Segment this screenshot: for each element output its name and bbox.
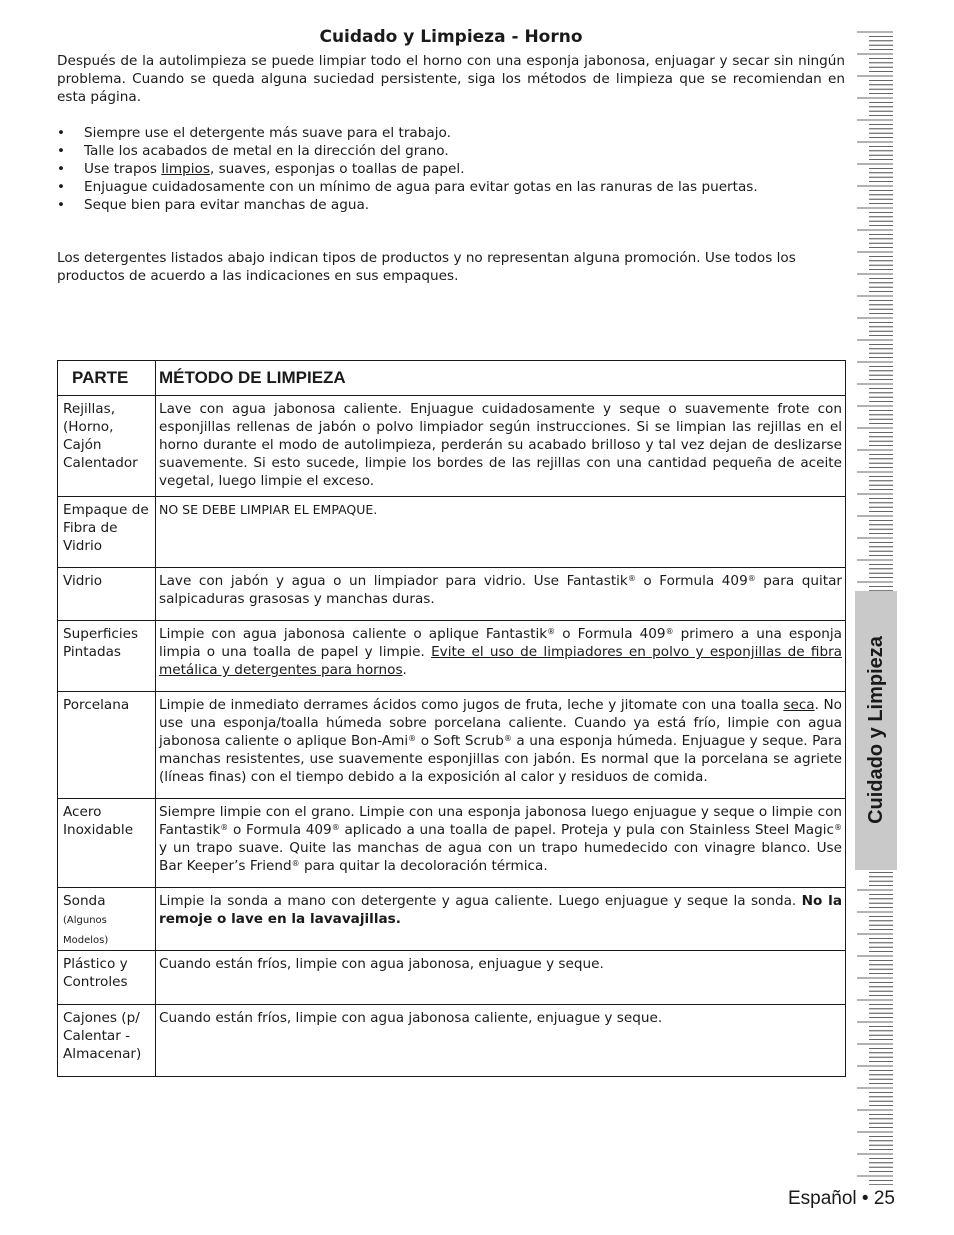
part-cell: Plástico y Controles	[58, 951, 156, 1005]
method-cell	[156, 621, 846, 692]
method-cell: Lave con agua jabonosa caliente. Enjuague cuidadosamente y seque o suavemente frote con esponjillas rellenas de jabón o polvo limpiador según instrucciones. Si se limpian las rejillas en el horno durante el modo de autolimpieza, perderán su acabado brilloso y tal vez dejan de deslizarse suavemente. Si esto sucede, limpie los bordes de las rejillas con una cantidad pequeña de aceite vegetal, luego limpie el exceso.	[156, 396, 846, 497]
disclaimer-paragraph: Los detergentes listados abajo indican tipos de productos y no representan alguna promoción. Use todos los productos de acuerdo a las indicaciones en sus empaques.	[57, 250, 796, 284]
intro-paragraph: Después de la autolimpieza se puede limpiar todo el horno con una esponja jabonosa, enjuagar y secar sin ningún problema. Cuando se queda alguna suciedad persistente, siga los métodos de limpieza que se recomiendan en esta página.	[57, 53, 845, 105]
method-cell	[156, 692, 846, 799]
part-cell: Rejillas, (Horno, Cajón Calentador	[58, 396, 156, 497]
method-text: para quitar la decoloración térmica.	[299, 858, 548, 874]
tip-item	[57, 196, 845, 214]
method-text: Limpie la sonda a mano con detergente y agua caliente. Luego enjuague y seque la sonda.	[159, 893, 802, 909]
method-text: Lave con jabón y agua o un limpiador para vidrio. Use Fantastik	[159, 573, 628, 589]
part-cell: Empaque de Fibra de Vidrio	[58, 497, 156, 568]
method-cell	[156, 568, 846, 621]
method-cell: Cuando están fríos, limpie con agua jabonosa caliente, enjuague y seque.	[156, 1005, 846, 1077]
part-cell: Superficies Pintadas	[58, 621, 156, 692]
tip-text: Siempre use el detergente más suave para el trabajo.	[84, 125, 451, 141]
registered-mark: ®	[627, 574, 636, 583]
page-footer: Español • 25	[787, 1188, 895, 1209]
tip-underlined-word: limpios	[161, 161, 210, 177]
method-warning-text: No la remoje o lave en la lavavajillas.	[159, 893, 843, 927]
tip-item	[57, 178, 845, 196]
registered-mark: ®	[503, 734, 512, 743]
method-text: NO SE DEBE LIMPIAR EL EMPAQUE.	[159, 502, 378, 517]
method-warning-text: Evite el uso de limpiadores en polvo y esponjillas de fibra metálica y detergentes para hornos	[159, 644, 842, 678]
registered-mark: ®	[408, 734, 417, 743]
tip-text: Enjuague cuidadosamente con un mínimo de agua para evitar gotas en las ranuras de las puertas.	[84, 179, 758, 195]
table-row	[58, 1005, 846, 1077]
tip-text: Use trapos	[84, 161, 162, 177]
part-text: Sonda	[63, 893, 106, 909]
column-header-method: MÉTODO DE LIMPIEZA	[156, 361, 846, 396]
table-row	[58, 396, 846, 497]
part-cell: Porcelana	[58, 692, 156, 799]
table-row	[58, 951, 846, 1005]
part-cell: Acero Inoxidable	[58, 799, 156, 888]
part-cell	[58, 888, 156, 951]
method-text: Siempre limpie con el grano. Limpie con una esponja jabonosa luego enjuague y seque o limpie con Fantastik	[159, 804, 842, 838]
registered-mark: ®	[747, 574, 756, 583]
method-cell	[156, 799, 846, 888]
registered-mark: ®	[291, 859, 300, 868]
table-row	[58, 799, 846, 888]
method-text: o Soft Scrub	[416, 733, 504, 749]
registered-mark: ®	[665, 627, 674, 636]
table-row	[58, 621, 846, 692]
tip-text: Talle los acabados de metal en la dirección del grano.	[84, 143, 449, 159]
registered-mark: ®	[331, 823, 340, 832]
tip-item	[57, 124, 845, 142]
table-header-row	[58, 361, 846, 396]
registered-mark: ®	[220, 823, 229, 832]
cleaning-table	[57, 360, 846, 1077]
method-text: o Formula 409	[228, 822, 332, 838]
section-tab-label: Cuidado y Limpieza	[865, 636, 887, 824]
method-text: aplicado a una toalla de papel. Proteja y pula con Stainless Steel Magic	[339, 822, 834, 838]
table-row	[58, 568, 846, 621]
part-note: (Algunos Modelos)	[63, 915, 109, 946]
tip-text: Seque bien para evitar manchas de agua.	[84, 197, 370, 213]
table-row	[58, 888, 846, 951]
method-text: primero a una esponja limpia o una toalla de papel y limpie.	[159, 626, 842, 660]
method-cell	[156, 497, 846, 568]
registered-mark: ®	[547, 627, 556, 636]
method-text: .	[402, 662, 407, 678]
tip-text: , suaves, esponjas o toallas de papel.	[209, 161, 465, 177]
method-text: para quitar salpicaduras grasosas y manchas duras.	[159, 573, 842, 607]
page-title: Cuidado y Limpieza - Horno	[319, 27, 583, 47]
part-cell: Cajones (p/ Calentar - Almacenar)	[58, 1005, 156, 1077]
method-text: o Formula 409	[635, 573, 748, 589]
method-text: . No use una esponja/toalla húmeda sobre porcelana caliente. Cuando ya está frío, limpie con agua jabonosa caliente o aplique Bon-Ami	[159, 697, 842, 749]
tip-item	[57, 142, 845, 160]
method-text: Limpie de inmediato derrames ácidos como jugos de fruta, leche y jitomate con una toalla	[159, 697, 784, 713]
table-row	[58, 692, 846, 799]
column-header-part: PARTE	[58, 361, 156, 396]
method-text: y un trapo suave. Quite las manchas de agua con un trapo humedecido con vinagre blanco. Use Bar Keeper’s Friend	[159, 840, 842, 874]
table-row	[58, 497, 846, 568]
registered-mark: ®	[834, 823, 842, 832]
method-underlined-word: seca	[783, 697, 815, 713]
method-text: o Formula 409	[555, 626, 666, 642]
part-cell: Vidrio	[58, 568, 156, 621]
method-text: Limpie con agua jabonosa caliente o aplique Fantastik	[159, 626, 548, 642]
method-text: a una esponja húmeda. Enjuague y seque. Para manchas resistentes, use suavemente esponjillas con jabón. Es normal que la porcelana se agriete (líneas finas) con el tiempo debido a la exposición al calor y residuos de comida.	[159, 733, 842, 785]
tip-item	[57, 160, 845, 178]
method-cell	[156, 888, 846, 951]
method-cell: Cuando están fríos, limpie con agua jabonosa, enjuague y seque.	[156, 951, 846, 1005]
tips-list	[57, 124, 845, 214]
